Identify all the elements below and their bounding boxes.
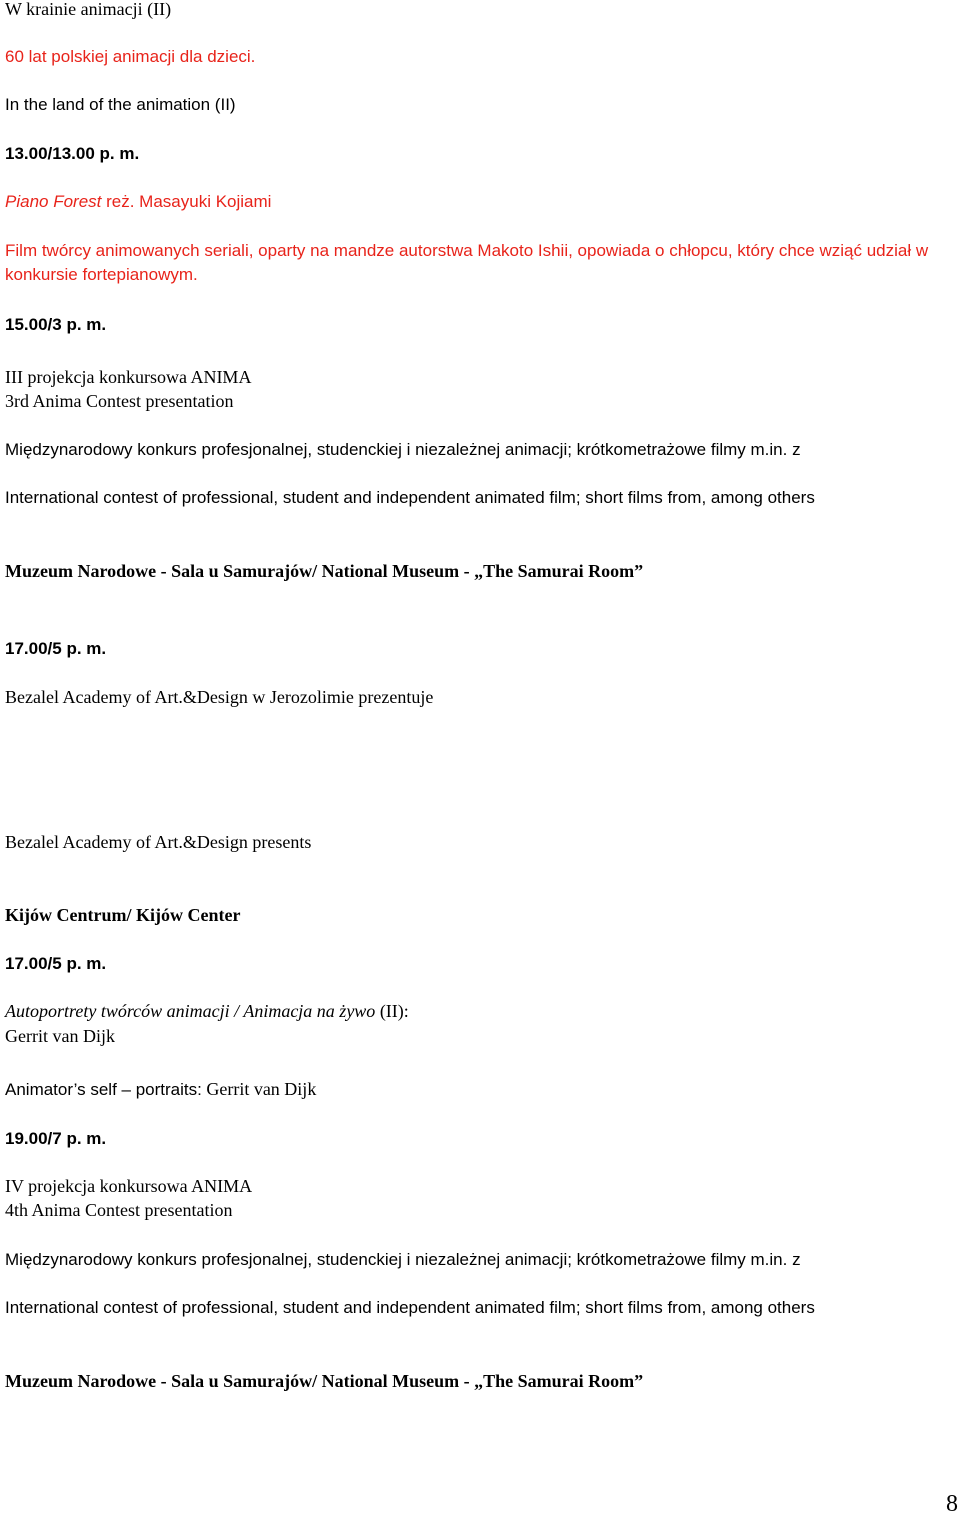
screening-3-en: 3rd Anima Contest presentation (5, 391, 234, 411)
time-1700-b: 17.00/5 p. m. (5, 954, 107, 973)
contest-desc-en-1: International contest of professional, student and independent animated film; short films from, among others (5, 488, 815, 507)
film-piano-forest (5, 190, 271, 214)
film-director: reż. Masayuki Kojiami (101, 192, 272, 211)
bezalel-en: Bezalel Academy of Art.&Design presents (5, 832, 312, 852)
self-portraits-pl (5, 999, 409, 1023)
bezalel-pl: Bezalel Academy of Art.&Design w Jerozolimie prezentuje (5, 687, 434, 707)
contest-desc-en-2: International contest of professional, student and independent animated film; short films from, among others (5, 1298, 815, 1317)
page-number: 8 (946, 1491, 958, 1517)
self-portraits-en (5, 1077, 316, 1102)
time-1300: 13.00/13.00 p. m. (5, 144, 140, 163)
contest-desc-pl-1: Międzynarodowy konkurs profesjonalnej, studenckiej i niezależnej animacji; krótkometrażowe filmy m.in. z (5, 440, 801, 459)
film-title: Piano Forest (5, 192, 102, 211)
section-subtitle: 60 lat polskiej animacji dla dzieci. (5, 47, 256, 66)
screening-4-en: 4th Anima Contest presentation (5, 1200, 233, 1220)
time-1900: 19.00/7 p. m. (5, 1129, 107, 1148)
screening-4-pl: IV projekcja konkursowa ANIMA (5, 1176, 253, 1196)
time-1700-a: 17.00/5 p. m. (5, 639, 107, 658)
venue-museum-1: Muzeum Narodowe - Sala u Samurajów/ National Museum - „The Samurai Room” (5, 561, 644, 581)
section-title: W krainie animacji (II) (5, 0, 172, 19)
artist-name: Gerrit van Dijk (5, 1026, 115, 1046)
film-description: Film twórcy animowanych seriali, oparty na mandze autorstwa Makoto Ishii, opowiada o chłopcu, który chce wziąć udział w konkursie fortepianowym. (5, 241, 929, 284)
venue-kijow: Kijów Centrum/ Kijów Center (5, 905, 241, 925)
self-portraits-en-label: Animator’s self – portraits: (5, 1080, 202, 1099)
venue-museum-2: Muzeum Narodowe - Sala u Samurajów/ National Museum - „The Samurai Room” (5, 1371, 644, 1391)
contest-desc-pl-2: Międzynarodowy konkurs profesjonalnej, studenckiej i niezależnej animacji; krótkometrażowe filmy m.in. z (5, 1250, 801, 1269)
self-portraits-title: Autoportrety twórców animacji / Animacja na żywo (5, 1001, 376, 1021)
section-title-en: In the land of the animation (II) (5, 95, 236, 114)
self-portraits-en-artist: Gerrit van Dijk (201, 1079, 317, 1099)
screening-3-pl: III projekcja konkursowa ANIMA (5, 367, 252, 387)
self-portraits-part: (II): (375, 1001, 409, 1021)
time-1500: 15.00/3 p. m. (5, 315, 107, 334)
